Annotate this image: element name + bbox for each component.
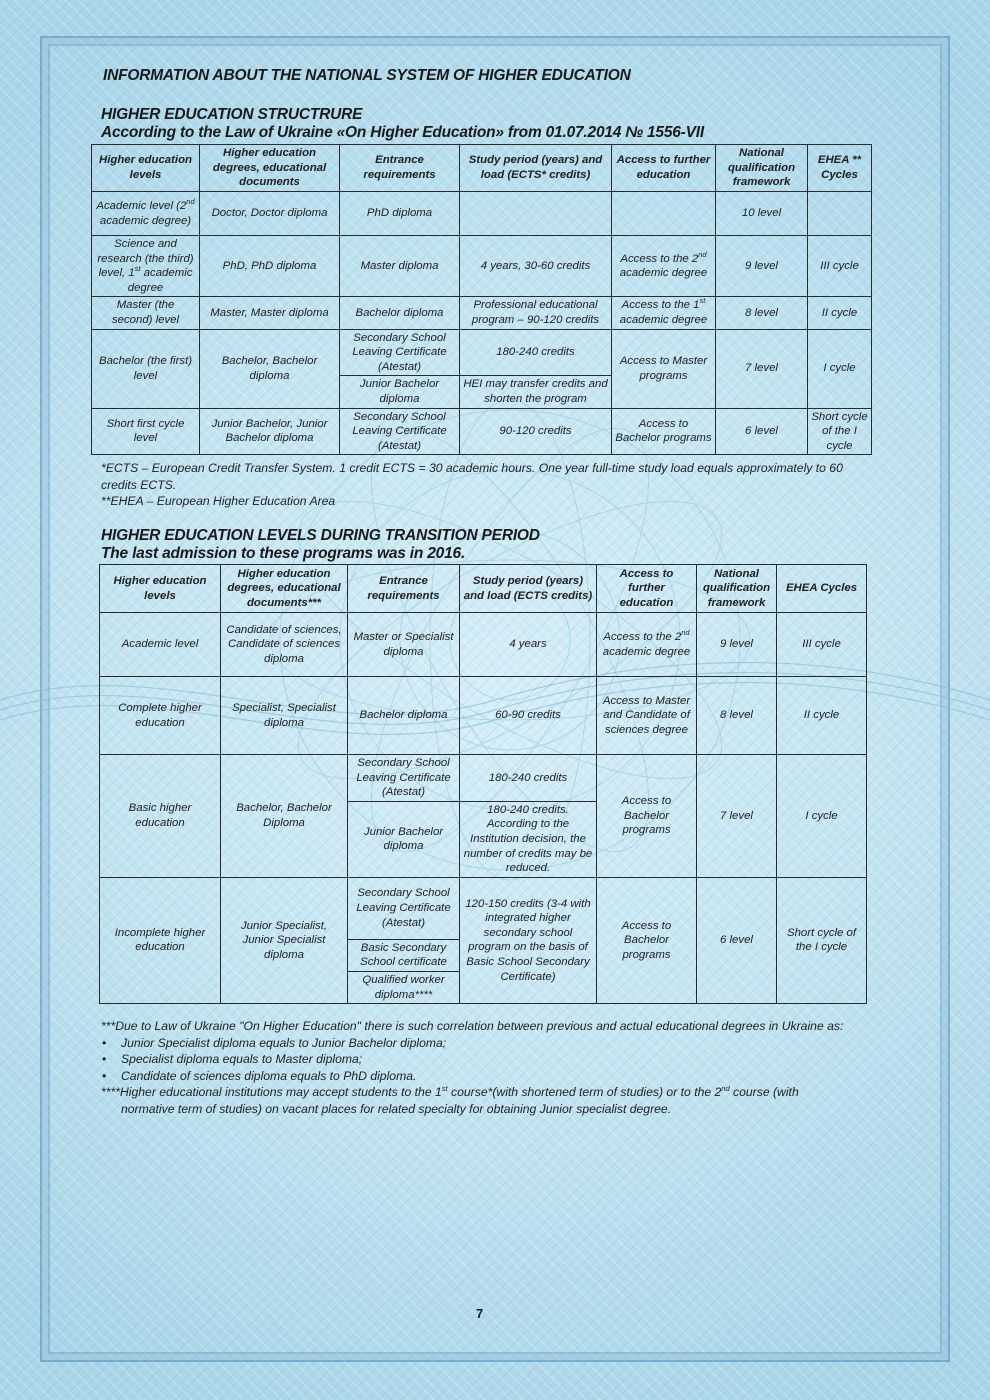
cell-access: Access to Master and Candidate of sciences degree [597,677,697,755]
col-header-study: Study period (years) and load (ECTS credits) [460,565,597,613]
cell-entrance: Junior Bachelor diploma [348,801,460,877]
cell-ehea [808,192,872,236]
col-header-degrees: Higher education degrees, educational documents*** [221,565,348,613]
section2-subtitle: The last admission to these programs was in 2016. [101,545,466,562]
cell-study: 90-120 credits [460,408,612,455]
section1-subtitle: According to the Law of Ukraine «On Higher Education» from 01.07.2014 № 1556-VII [101,124,704,141]
page-title: INFORMATION ABOUT THE NATIONAL SYSTEM OF HIGHER EDUCATION [103,67,631,84]
cell-nqf: 8 level [716,297,808,329]
cell-entrance: Bachelor diploma [340,297,460,329]
cell-ehea: Short cycle of the I cycle [808,408,872,455]
cell-degree: Bachelor, Bachelor Diploma [221,755,348,878]
cell-nqf: 7 level [716,329,808,408]
structure-notes [101,460,871,510]
cell-entrance: Bachelor diploma [348,677,460,755]
col-header-access: Access to further education [597,565,697,613]
cell-entrance: Qualified worker diploma**** [348,971,460,1003]
correlation-intro: ***Due to Law of Ukraine "On Higher Education" there is such correlation between previous and actual educational degrees in Ukraine as: [101,1019,844,1033]
cell-ehea: II cycle [777,677,867,755]
cell-access: Access to Master programs [612,329,716,408]
cell-access [612,192,716,236]
list-item: • Junior Specialist diploma equals to Junior Bachelor diploma; [101,1035,869,1052]
table-row [92,329,872,376]
cell-level: Basic higher education [100,755,221,878]
cell-entrance: Secondary School Leaving Certificate (Atestat) [348,755,460,802]
table-row [92,408,872,455]
table-row [92,297,872,329]
cell-access: Access to the 1st academic degree [612,297,716,329]
ehea-note: **EHEA – European Higher Education Area [101,494,336,509]
cell-entrance: Secondary School Leaving Certificate (Atestat) [340,329,460,376]
cell-ehea: III cycle [808,236,872,297]
cell-entrance: Secondary School Leaving Certificate (Atestat) [340,408,460,455]
cell-entrance: PhD diploma [340,192,460,236]
cell-level: Science and research (the third) level, 1st academic degree [92,236,200,297]
cell-entrance: Secondary School Leaving Certificate (Atestat) [348,877,460,939]
cell-degree: Junior Bachelor, Junior Bachelor diploma [200,408,340,455]
col-header-nqf: National qualification framework [716,145,808,192]
cell-degree: Master, Master diploma [200,297,340,329]
cell-entrance: Master or Specialist diploma [348,613,460,677]
cell-level: Bachelor (the first) level [92,329,200,408]
col-header-ehea: EHEA ** Cycles [808,145,872,192]
cell-level: Short first cycle level [92,408,200,455]
cell-study: 60-90 credits [460,677,597,755]
page-number: 7 [476,1306,484,1321]
admission-note-line2: normative term of studies) on vacant places for related specialty for obtaining Junior specialist degree. [121,1101,672,1116]
col-header-access: Access to further education [612,145,716,192]
section1-title: HIGHER EDUCATION STRUCTRURE [101,106,363,123]
correlation-notes [101,1018,869,1118]
cell-access: Access to Bachelor programs [597,755,697,878]
cell-nqf: 6 level [716,408,808,455]
cell-nqf: 9 level [716,236,808,297]
col-header-entrance: Entrance requirements [348,565,460,613]
cell-study: HEI may transfer credits and shorten the program [460,376,612,408]
cell-level: Master (the second) level [92,297,200,329]
cell-study: 180-240 credits [460,329,612,376]
cell-ehea: I cycle [777,755,867,878]
section2-title: HIGHER EDUCATION LEVELS DURING TRANSITION PERIOD [101,527,540,544]
table-row [100,613,867,677]
cell-level: Academic level [100,613,221,677]
cell-ehea: I cycle [808,329,872,408]
col-header-ehea: EHEA Cycles [777,565,867,613]
cell-degree: PhD, PhD diploma [200,236,340,297]
cell-nqf: 10 level [716,192,808,236]
cell-access: Access to the 2nd academic degree [597,613,697,677]
cell-nqf: 6 level [697,877,777,1003]
cell-degree: Candidate of sciences, Candidate of sciences diploma [221,613,348,677]
cell-study: 4 years, 30-60 credits [460,236,612,297]
cell-study: Professional educational program – 90-120 credits [460,297,612,329]
table-header-row [100,565,867,613]
cell-access: Access to the 2nd academic degree [612,236,716,297]
col-header-nqf: National qualification framework [697,565,777,613]
cell-entrance: Basic Secondary School certificate [348,939,460,971]
table-row [92,192,872,236]
structure-table [91,144,872,455]
table-row [100,677,867,755]
table-row [100,755,867,802]
list-item: • Specialist diploma equals to Master diploma; [101,1051,869,1068]
cell-level: Incomplete higher education [100,877,221,1003]
col-header-levels: Higher education levels [92,145,200,192]
table-row [92,236,872,297]
list-item: • Candidate of sciences diploma equals to PhD diploma. [101,1068,869,1085]
cell-degree: Specialist, Specialist diploma [221,677,348,755]
cell-study: 180-240 credits [460,755,597,802]
cell-degree: Bachelor, Bachelor diploma [200,329,340,408]
cell-study: 4 years [460,613,597,677]
cell-study: 120-150 credits (3-4 with integrated higher secondary school program on the basis of Basic School Secondary Certificate) [460,877,597,1003]
cell-access: Access to Bachelor programs [612,408,716,455]
cell-study: 180-240 credits. According to the Institution decision, the number of credits may be reduced. [460,801,597,877]
cell-nqf: 7 level [697,755,777,878]
cell-access: Access to Bachelor programs [597,877,697,1003]
cell-level: Academic level (2nd academic degree) [92,192,200,236]
cell-degree: Junior Specialist, Junior Specialist diploma [221,877,348,1003]
admission-note-line1: ****Higher educational institutions may accept students to the 1st course*(with shortened term of studies) or to the 2nd course (with [101,1084,799,1100]
col-header-study: Study period (years) and load (ECTS* credits) [460,145,612,192]
col-header-degrees: Higher education degrees, educational documents [200,145,340,192]
col-header-entrance: Entrance requirements [340,145,460,192]
cell-study [460,192,612,236]
cell-ehea: II cycle [808,297,872,329]
table-row [100,877,867,939]
cell-ehea: III cycle [777,613,867,677]
cell-nqf: 9 level [697,613,777,677]
cell-entrance: Master diploma [340,236,460,297]
col-header-levels: Higher education levels [100,565,221,613]
cell-nqf: 8 level [697,677,777,755]
ects-note: *ECTS – European Credit Transfer System. 1 credit ECTS = 30 academic hours. One year full-time study load equals approximately to 60 credits ECTS. [101,461,843,492]
cell-degree: Doctor, Doctor diploma [200,192,340,236]
cell-ehea: Short cycle of the I cycle [777,877,867,1003]
transition-table [99,564,867,1004]
table-header-row [92,145,872,192]
cell-entrance: Junior Bachelor diploma [340,376,460,408]
cell-level: Complete higher education [100,677,221,755]
